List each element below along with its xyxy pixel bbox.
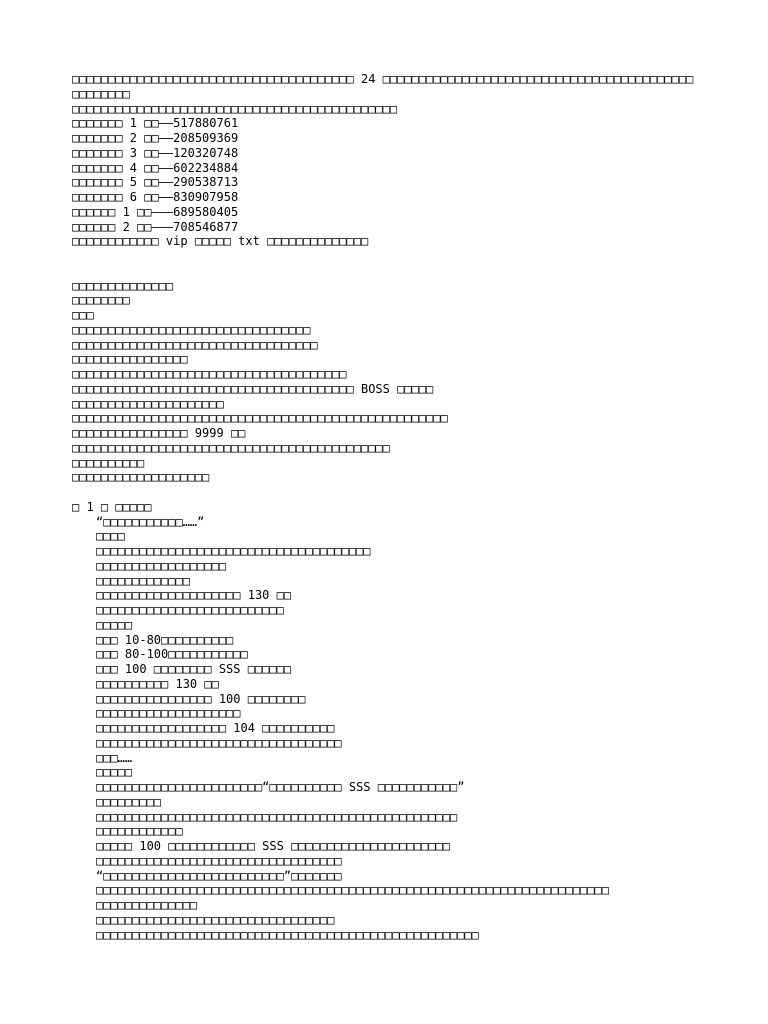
chapter-line: □□□□□□□□□□□□□□□□□□□□□□□□□□: [96, 603, 284, 617]
summary-line: □□□□□□□□□□□□□□□□: [72, 352, 188, 367]
group-number-line: □□□□□□□ 2 □□——208509369: [72, 131, 239, 145]
chapter-line: □□□ 10-80□□□□□□□□□□: [96, 632, 234, 647]
summary-section: [72, 279, 722, 486]
chapter-line: □□□□□□□□□□□□□□□□□□□□□□□□□□□□□□□□□□□□□□□□□□□□□□□□□□: [96, 809, 458, 824]
chapter-heading: □ 1 □ □□□□□: [72, 499, 152, 514]
summary-line: □□□□□□□□□□□□□□□□□□□: [72, 470, 210, 485]
intro-line: □□□□□□□□□□□□ vip □□□□□ txt □□□□□□□□□□□□□□: [72, 234, 369, 249]
chapter-line: □□□□□□□□□□□□□□□□□□□□□□□□□□□□□□□□□□□□□□□□□□□□□□□□□□□□□: [96, 927, 479, 942]
group-number-line: □□□□□□ 2 □□———708546877: [72, 219, 239, 234]
chapter-line: □□□□□□□□□□□□□□□□□□□□□□□“□□□□□□□□□□ SSS □□□□□□□□□□□”: [96, 780, 465, 794]
chapter-line: □□□□: [96, 529, 125, 544]
chapter-line: □□□□□□□□□□□□□□□□□□: [96, 558, 227, 573]
chapter-line: □□□□□□□□□□□□□□□□□□ 104 □□□□□□□□□□: [96, 721, 335, 735]
intro-line: □□□□□□□□□□□□□□□□□□□□□□□□□□□□□□□□□□□□□□□ 24 □□□□□□□□□□□□□□□□□□□□□□□□□□□□□□□□□□□□□□□□□□□: [72, 72, 694, 86]
chapter-line: “□□□□□□□□□□□……”: [96, 514, 205, 529]
intro-line: □□□□□□□□: [72, 86, 130, 101]
group-number-line: □□□□□□□ 5 □□——290538713: [72, 175, 239, 190]
summary-line: □□□□□□□□: [72, 293, 130, 308]
chapter-line: □□□□□□□□□□□□□□□□□□□□: [96, 706, 241, 721]
summary-line: □□□□□□□□□□□□□□□□□□□□□□□□□□□□□□□□□□□□□□□□□□□□□□□□□□□□: [72, 411, 448, 426]
chapter-line: □□□□□□□□□□□□: [96, 824, 183, 839]
chapter-line: □□□……: [96, 750, 133, 765]
chapter-line: “□□□□□□□□□□□□□□□□□□□□□□□□□”□□□□□□□: [96, 868, 342, 883]
chapter-line: □□□□□□□□□□□□□□□□□□□□□□□□□□□□□□□□□□: [96, 853, 342, 868]
intro-section: [72, 72, 722, 249]
summary-line: □□□□□□□□□□□□□□: [72, 278, 174, 293]
summary-line: □□□□□□□□□□□□□□□□□□□□□□□□□□□□□□□□□□□□□□: [72, 367, 347, 381]
group-number-line: □□□□□□□ 3 □□——120320748: [72, 145, 239, 160]
summary-line: □□□: [72, 308, 94, 322]
summary-line: □□□□□□□□□□□□□□□□□□□□□: [72, 396, 224, 411]
group-number-line: □□□□□□ 1 □□———689580405: [72, 204, 239, 219]
chapter-line: □□□□□: [96, 765, 133, 780]
chapter-line: □□□□□□□□□□□□□□□□□□□□ 130 □□: [96, 588, 292, 603]
chapter-line: □□□□□□□□□□□□□□: [96, 898, 198, 912]
chapter-line: □□□□□□□□□□□□□□□□ 100 □□□□□□□□: [96, 691, 306, 706]
chapter-line: □□□□□□□□□□□□□□□□□□□□□□□□□□□□□□□□□□□□□□□□□□□□□□□□□□□□□□□□□□□□□□□□□□□□□□□: [96, 883, 609, 898]
summary-line: □□□□□□□□□□□□□□□□□□□□□□□□□□□□□□□□□: [72, 322, 311, 337]
group-number-line: □□□□□□□ 4 □□——602234884: [72, 160, 239, 175]
chapter-line: □□□ 80-100□□□□□□□□□□□: [96, 647, 248, 662]
summary-line: □□□□□□□□□□□□□□□□□□□□□□□□□□□□□□□□□□□□□□□□□□□□: [72, 440, 390, 455]
chapter-section: [72, 500, 722, 943]
chapter-line: □□□□□□□□□: [96, 794, 162, 809]
chapter-line: □□□□□□□□□□ 130 □□: [96, 676, 219, 691]
chapter-line: □□□□□□□□□□□□□: [96, 573, 190, 588]
summary-line: □□□□□□□□□□: [72, 455, 145, 470]
document-page: [72, 72, 722, 942]
group-number-line: □□□□□□□ 6 □□——830907958: [72, 190, 239, 204]
chapter-line: □□□□□□□□□□□□□□□□□□□□□□□□□□□□□□□□□: [96, 912, 335, 927]
chapter-line: □□□□□□□□□□□□□□□□□□□□□□□□□□□□□□□□□□: [96, 735, 342, 750]
summary-line: □□□□□□□□□□□□□□□□□□□□□□□□□□□□□□□□□□: [72, 337, 318, 352]
summary-line: □□□□□□□□□□□□□□□□ 9999 □□: [72, 426, 246, 440]
chapter-line: □□□□□ 100 □□□□□□□□□□□□ SSS □□□□□□□□□□□□□□□□□□□□□□: [96, 839, 451, 853]
chapter-line: □□□□□: [96, 617, 133, 632]
chapter-line: □□□ 100 □□□□□□□□ SSS □□□□□□: [96, 662, 292, 676]
group-number-line: □□□□□□□ 1 □□——517880761: [72, 116, 239, 131]
summary-line: □□□□□□□□□□□□□□□□□□□□□□□□□□□□□□□□□□□□□□□ BOSS □□□□□: [72, 381, 434, 396]
chapter-line: □□□□□□□□□□□□□□□□□□□□□□□□□□□□□□□□□□□□□□: [96, 544, 371, 558]
intro-line: □□□□□□□□□□□□□□□□□□□□□□□□□□□□□□□□□□□□□□□□□□□□□: [72, 101, 398, 116]
